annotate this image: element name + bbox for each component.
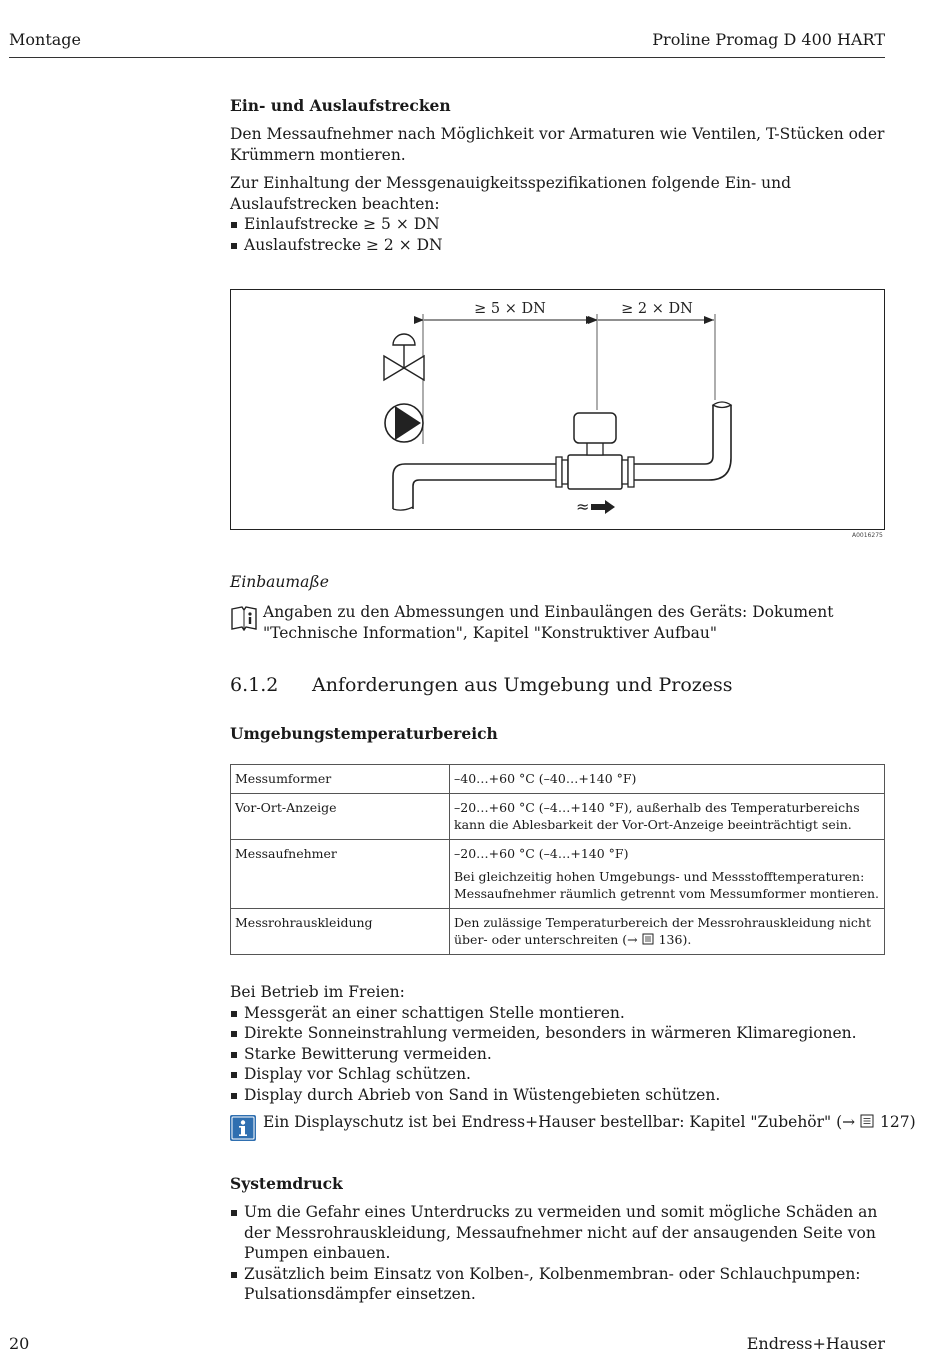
outdoor-intro: Bei Betrieb im Freien: — [230, 983, 405, 1001]
table-cell-label: Vor-Ort-Anzeige — [231, 794, 450, 840]
table-cell-label: Messaufnehmer — [231, 840, 450, 909]
list-item: Zusätzlich beim Einsatz von Kolben-, Kolbenmembran- oder Schlauchpumpen: Pulsationsdämpfer einsetzen. — [230, 1264, 885, 1305]
table-row — [231, 840, 885, 909]
pump-icon — [385, 404, 423, 442]
table-row — [231, 794, 885, 840]
list-item: Direkte Sonneinstrahlung vermeiden, besonders in wärmeren Klimaregionen. — [230, 1023, 885, 1044]
table-cell-text: Den zulässige Temperaturbereich der Messrohrauskleidung nicht über- oder unterschreiten (→ — [454, 915, 872, 947]
list-item: Einlaufstrecke ≥ 5 × DN — [230, 214, 885, 235]
table-cell-label: Messrohrauskleidung — [231, 909, 450, 955]
page-ref-icon — [860, 1113, 875, 1131]
header-product-name: Proline Promag D 400 HART — [652, 30, 885, 49]
list-item: Display durch Abrieb von Sand in Wüstengebieten schützen. — [230, 1085, 885, 1106]
section-number: 6.1.2 — [230, 674, 279, 696]
list-item: Messgerät an einer schattigen Stelle montieren. — [230, 1003, 885, 1024]
runs-title: Ein- und Auslaufstrecken — [230, 96, 451, 115]
info-suffix: ) — [909, 1113, 916, 1131]
list-item: Auslaufstrecke ≥ 2 × DN — [230, 235, 885, 256]
page-number: 20 — [9, 1334, 30, 1353]
table-cell-value-line: –20…+60 °C (–4…+140 °F) — [454, 846, 629, 861]
system-pressure-title: Systemdruck — [230, 1174, 343, 1193]
header-rule — [9, 57, 885, 58]
table-cell-label: Messumformer — [231, 765, 450, 794]
page-ref-link[interactable]: 136 — [658, 932, 683, 947]
table-cell-value: –40…+60 °C (–40…+140 °F) — [450, 765, 885, 794]
ambient-temp-title: Umgebungstemperaturbereich — [230, 724, 498, 743]
header-section-name: Montage — [9, 30, 81, 49]
page-ref-link[interactable]: 127 — [880, 1113, 910, 1131]
flow-arrow-icon — [576, 497, 615, 516]
document-reference-icon — [230, 605, 258, 635]
table-cell-value: –20…+60 °C (–4…+140 °F), außerhalb des Temperaturbereichs kann die Ablesbarkeit der Vor-Ort-Anzeige beeinträchtigt sein. — [450, 794, 885, 840]
inlet-dimension-label: ≥ 5 × DN — [474, 301, 546, 317]
flow-symbol: ≈ — [576, 497, 590, 516]
runs-paragraph-1: Den Messaufnehmer nach Möglichkeit vor Armaturen wie Ventilen, T-Stücken oder Krümmern montieren. — [230, 125, 885, 164]
outlet-dimension-label: ≥ 2 × DN — [621, 301, 693, 317]
table-row — [231, 909, 885, 955]
valve-icon — [384, 334, 424, 380]
table-cell-note: Bei gleichzeitig hohen Umgebungs- und Messstofftemperaturen: Messaufnehmer räumlich getrennt vom Messumformer montieren. — [454, 869, 880, 901]
install-dims-title: Einbaumaße — [230, 573, 329, 591]
section-runs — [230, 96, 885, 255]
info-text-line — [263, 1112, 916, 1133]
table-cell-value — [450, 840, 885, 909]
list-item: Um die Gefahr eines Unterdrucks zu vermeiden und somit mögliche Schäden an der Messrohrauskleidung, Messaufnehmer nicht auf der ansaugenden Seite von Pumpen einbauen. — [230, 1202, 885, 1264]
flowmeter-icon — [556, 413, 634, 489]
footer-brand: Endress+Hauser — [746, 1334, 885, 1353]
section-title: Anforderungen aus Umgebung und Prozess — [312, 674, 733, 696]
installation-diagram — [230, 289, 885, 530]
list-item: Starke Bewitterung vermeiden. — [230, 1044, 885, 1065]
table-row — [231, 765, 885, 794]
table-cell-suffix: ). — [682, 932, 692, 947]
outdoor-bullet-list — [230, 1003, 885, 1106]
runs-bullet-list — [230, 214, 885, 255]
info-icon — [230, 1115, 256, 1145]
table-cell-value — [450, 909, 885, 955]
page-ref-icon — [642, 932, 655, 947]
system-pressure-bullet-list — [230, 1202, 885, 1305]
pipe — [393, 402, 731, 510]
installation-diagram-svg — [231, 290, 884, 529]
system-pressure-section — [230, 1174, 885, 1305]
outdoor-operation — [230, 982, 885, 1105]
figure-code: A0016275 — [852, 532, 883, 539]
runs-paragraph-2: Zur Einhaltung der Messgenauigkeitsspezifikationen folgende Ein- und Auslaufstrecken beachten: — [230, 174, 791, 213]
info-text: Ein Displayschutz ist bei Endress+Hauser bestellbar: Kapitel "Zubehör" (→ — [263, 1113, 861, 1131]
document-reference-text: Angaben zu den Abmessungen und Einbaulängen des Geräts: Dokument "Technische Information", Kapitel "Konstruktiver Aufbau" — [263, 603, 834, 642]
list-item: Display vor Schlag schützen. — [230, 1064, 885, 1085]
ambient-temp-table — [230, 764, 885, 955]
